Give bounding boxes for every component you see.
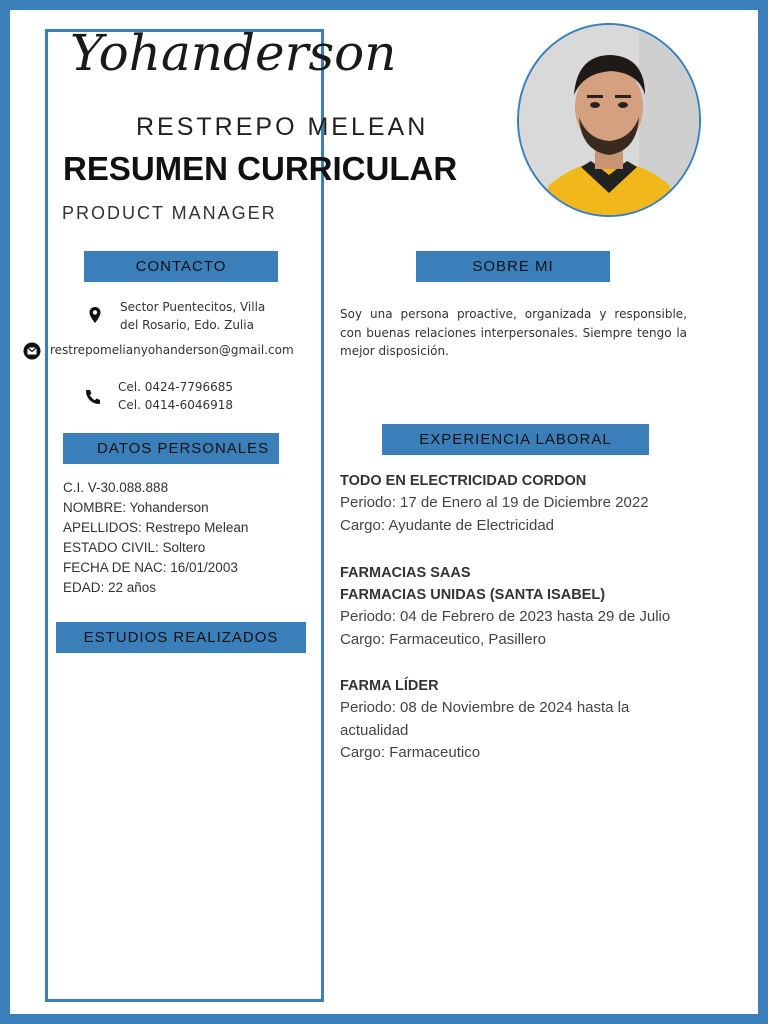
phone-1[interactable]: Cel. 0424-7796685 [118,380,234,394]
portrait-illustration [519,25,699,215]
job-role: PRODUCT MANAGER [62,203,277,223]
phone-numbers [118,378,233,414]
job-entry-3 [340,675,680,765]
job-position: Cargo: Ayudante de Electricidad [340,516,555,534]
document-title: RESUMEN CURRICULAR [63,150,458,187]
job-period: Periodo: 04 de Febrero de 2023 hasta 29 de Julio [340,608,671,625]
job-company: TODO EN ELECTRICIDAD CORDON [340,473,587,489]
profile-photo [517,23,701,217]
personal-civil-status: ESTADO CIVIL: Soltero [63,540,206,555]
last-name: RESTREPO MELEAN [136,113,429,141]
personal-age: EDAD: 22 años [63,580,157,595]
address-line-1: Sector Puentecitos, Villa [120,300,266,314]
job-company: FARMA LÍDER [340,678,439,694]
job-position: Cargo: Farmaceutico [340,744,481,761]
section-experience: EXPERIENCIA LABORAL [382,424,649,455]
job-company-secondary: FARMACIAS UNIDAS (SANTA ISABEL) [340,587,606,603]
job-entry-1 [340,470,740,537]
personal-data-list [63,478,248,598]
job-position: Cargo: Farmaceutico, Pasillero [340,630,546,648]
job-period: Periodo: 17 de Enero al 19 de Diciembre 2022 [340,494,649,511]
location-pin-icon [86,306,104,324]
job-entry-2 [340,562,740,651]
personal-birth-date: FECHA DE NAC: 16/01/2003 [63,560,238,575]
section-personal [63,433,279,464]
email-address[interactable]: restrepomelianyohanderson@gmail.com [50,343,294,357]
about-text: Soy una persona proactive, organizada y responsible, con buenas relaciones interpersonales. Siempre tengo la mejor disposición. [340,307,687,358]
personal-id: C.I. V-30.088.888 [63,480,169,495]
section-about: SOBRE MI [416,251,610,282]
section-contact: CONTACTO [84,251,278,282]
personal-surnames: APELLIDOS: Restrepo Melean [63,520,249,535]
job-company: FARMACIAS SAAS [340,565,471,581]
address [120,298,265,334]
phone-icon [84,388,102,406]
job-period: Periodo: 08 de Noviembre de 2024 hasta la actualidad [340,699,630,739]
section-studies: ESTUDIOS REALIZADOS [56,622,306,653]
first-name: Yohanderson [70,24,397,82]
section-personal-label: DATOS PERSONALES [97,440,270,457]
address-line-2: del Rosario, Edo. Zulia [120,318,254,332]
personal-name: NOMBRE: Yohanderson [63,500,209,515]
phone-2[interactable]: Cel. 0414-6046918 [118,398,234,412]
email-icon [23,342,41,360]
